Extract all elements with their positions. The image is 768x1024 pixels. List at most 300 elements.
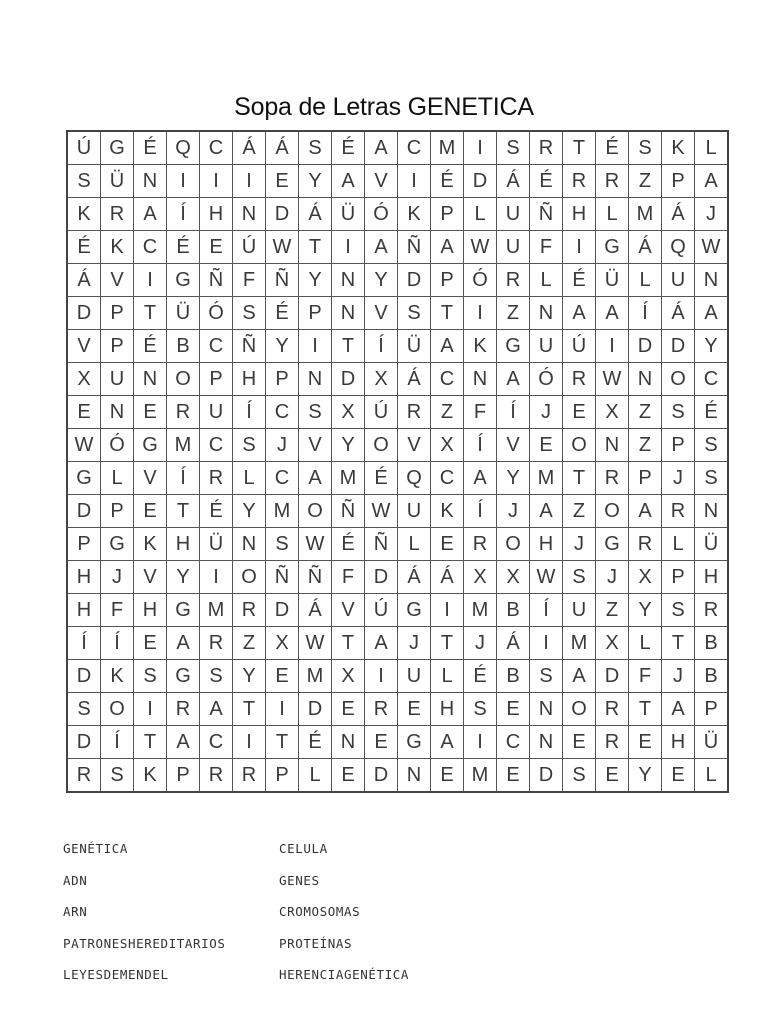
grid-cell[interactable]: E	[530, 429, 563, 462]
grid-cell[interactable]: E	[497, 693, 530, 726]
grid-cell[interactable]: É	[365, 462, 398, 495]
grid-cell[interactable]: R	[200, 627, 233, 660]
grid-cell[interactable]: E	[398, 693, 431, 726]
grid-cell[interactable]: É	[167, 231, 200, 264]
grid-cell[interactable]: N	[530, 693, 563, 726]
grid-cell[interactable]: P	[67, 528, 101, 561]
grid-cell[interactable]: H	[167, 528, 200, 561]
grid-cell[interactable]: E	[134, 396, 167, 429]
grid-cell[interactable]: M	[431, 131, 464, 165]
grid-cell[interactable]: D	[596, 660, 629, 693]
grid-cell[interactable]: A	[365, 131, 398, 165]
grid-cell[interactable]: Ñ	[398, 231, 431, 264]
grid-cell[interactable]: O	[563, 429, 596, 462]
grid-cell[interactable]: W	[365, 495, 398, 528]
grid-cell[interactable]: F	[629, 660, 662, 693]
grid-cell[interactable]: É	[332, 528, 365, 561]
grid-cell[interactable]: O	[167, 363, 200, 396]
grid-cell[interactable]: J	[596, 561, 629, 594]
grid-cell[interactable]: Í	[101, 627, 134, 660]
grid-cell[interactable]: V	[497, 429, 530, 462]
grid-cell[interactable]: D	[629, 330, 662, 363]
grid-cell[interactable]: A	[431, 726, 464, 759]
grid-cell[interactable]: Y	[365, 264, 398, 297]
grid-cell[interactable]: L	[299, 759, 332, 793]
grid-cell[interactable]: A	[299, 462, 332, 495]
grid-cell[interactable]: I	[530, 627, 563, 660]
grid-cell[interactable]: V	[398, 429, 431, 462]
grid-cell[interactable]: M	[200, 594, 233, 627]
grid-cell[interactable]: Ñ	[233, 330, 266, 363]
grid-cell[interactable]: P	[629, 462, 662, 495]
grid-cell[interactable]: E	[134, 495, 167, 528]
grid-cell[interactable]: S	[233, 297, 266, 330]
grid-cell[interactable]: A	[563, 297, 596, 330]
grid-cell[interactable]: G	[101, 528, 134, 561]
grid-cell[interactable]: N	[299, 363, 332, 396]
grid-cell[interactable]: J	[662, 660, 695, 693]
grid-cell[interactable]: R	[596, 462, 629, 495]
grid-cell[interactable]: A	[431, 231, 464, 264]
grid-cell[interactable]: Ü	[332, 198, 365, 231]
grid-cell[interactable]: D	[67, 297, 101, 330]
grid-cell[interactable]: R	[530, 131, 563, 165]
grid-cell[interactable]: R	[167, 396, 200, 429]
grid-cell[interactable]: Á	[266, 131, 299, 165]
grid-cell[interactable]: N	[134, 165, 167, 198]
grid-cell[interactable]: U	[101, 363, 134, 396]
grid-cell[interactable]: T	[299, 231, 332, 264]
grid-cell[interactable]: Ñ	[530, 198, 563, 231]
grid-cell[interactable]: U	[200, 396, 233, 429]
grid-cell[interactable]: I	[200, 165, 233, 198]
grid-cell[interactable]: T	[233, 693, 266, 726]
grid-cell[interactable]: M	[266, 495, 299, 528]
grid-cell[interactable]: H	[233, 363, 266, 396]
grid-cell[interactable]: R	[563, 165, 596, 198]
grid-cell[interactable]: E	[332, 759, 365, 793]
grid-cell[interactable]: G	[596, 528, 629, 561]
grid-cell[interactable]: B	[167, 330, 200, 363]
grid-cell[interactable]: I	[563, 231, 596, 264]
grid-cell[interactable]: T	[629, 693, 662, 726]
grid-cell[interactable]: E	[431, 528, 464, 561]
grid-cell[interactable]: Á	[662, 198, 695, 231]
grid-cell[interactable]: A	[365, 231, 398, 264]
grid-cell[interactable]: I	[233, 726, 266, 759]
grid-cell[interactable]: I	[596, 330, 629, 363]
grid-cell[interactable]: A	[464, 462, 497, 495]
grid-cell[interactable]: R	[596, 726, 629, 759]
grid-cell[interactable]: A	[332, 165, 365, 198]
grid-cell[interactable]: D	[365, 561, 398, 594]
grid-cell[interactable]: U	[563, 594, 596, 627]
grid-cell[interactable]: Í	[101, 726, 134, 759]
grid-cell[interactable]: Á	[398, 363, 431, 396]
grid-cell[interactable]: U	[398, 660, 431, 693]
grid-cell[interactable]: V	[101, 264, 134, 297]
grid-cell[interactable]: T	[332, 627, 365, 660]
grid-cell[interactable]: É	[332, 131, 365, 165]
grid-cell[interactable]: E	[200, 231, 233, 264]
grid-cell[interactable]: L	[101, 462, 134, 495]
grid-cell[interactable]: L	[662, 528, 695, 561]
grid-cell[interactable]: É	[530, 165, 563, 198]
grid-cell[interactable]: P	[299, 297, 332, 330]
grid-cell[interactable]: G	[596, 231, 629, 264]
grid-cell[interactable]: S	[398, 297, 431, 330]
grid-cell[interactable]: V	[365, 297, 398, 330]
grid-cell[interactable]: É	[464, 660, 497, 693]
grid-cell[interactable]: W	[530, 561, 563, 594]
grid-cell[interactable]: Z	[563, 495, 596, 528]
grid-cell[interactable]: P	[167, 759, 200, 793]
grid-cell[interactable]: Í	[497, 396, 530, 429]
grid-cell[interactable]: H	[530, 528, 563, 561]
grid-cell[interactable]: I	[398, 165, 431, 198]
grid-cell[interactable]: Ú	[365, 594, 398, 627]
grid-cell[interactable]: E	[365, 726, 398, 759]
grid-cell[interactable]: I	[464, 726, 497, 759]
grid-cell[interactable]: Y	[266, 330, 299, 363]
grid-cell[interactable]: D	[67, 660, 101, 693]
grid-cell[interactable]: Z	[629, 396, 662, 429]
grid-cell[interactable]: S	[497, 131, 530, 165]
grid-cell[interactable]: N	[332, 726, 365, 759]
grid-cell[interactable]: C	[134, 231, 167, 264]
grid-cell[interactable]: O	[497, 528, 530, 561]
grid-cell[interactable]: Ú	[233, 231, 266, 264]
grid-cell[interactable]: E	[332, 693, 365, 726]
grid-cell[interactable]: C	[431, 363, 464, 396]
grid-cell[interactable]: D	[464, 165, 497, 198]
grid-cell[interactable]: R	[596, 165, 629, 198]
grid-cell[interactable]: I	[299, 330, 332, 363]
grid-cell[interactable]: N	[233, 528, 266, 561]
grid-cell[interactable]: Í	[67, 627, 101, 660]
grid-cell[interactable]: Á	[67, 264, 101, 297]
grid-cell[interactable]: D	[530, 759, 563, 793]
grid-cell[interactable]: J	[695, 198, 729, 231]
grid-cell[interactable]: Í	[629, 297, 662, 330]
grid-cell[interactable]: E	[431, 759, 464, 793]
grid-cell[interactable]: T	[431, 297, 464, 330]
grid-cell[interactable]: P	[431, 264, 464, 297]
grid-cell[interactable]: O	[596, 495, 629, 528]
grid-cell[interactable]: Á	[497, 165, 530, 198]
grid-cell[interactable]: D	[266, 198, 299, 231]
grid-cell[interactable]: É	[134, 330, 167, 363]
grid-cell[interactable]: J	[563, 528, 596, 561]
grid-cell[interactable]: S	[101, 759, 134, 793]
grid-cell[interactable]: I	[167, 165, 200, 198]
grid-cell[interactable]: É	[134, 131, 167, 165]
grid-cell[interactable]: R	[464, 528, 497, 561]
grid-cell[interactable]: I	[332, 231, 365, 264]
grid-cell[interactable]: K	[67, 198, 101, 231]
grid-cell[interactable]: E	[67, 396, 101, 429]
grid-cell[interactable]: A	[200, 693, 233, 726]
grid-cell[interactable]: Y	[695, 330, 729, 363]
grid-cell[interactable]: W	[695, 231, 729, 264]
grid-cell[interactable]: X	[266, 627, 299, 660]
grid-cell[interactable]: P	[101, 495, 134, 528]
grid-cell[interactable]: P	[266, 363, 299, 396]
grid-cell[interactable]: M	[464, 594, 497, 627]
grid-cell[interactable]: Á	[629, 231, 662, 264]
grid-cell[interactable]: I	[464, 297, 497, 330]
grid-cell[interactable]: A	[563, 660, 596, 693]
grid-cell[interactable]: G	[134, 429, 167, 462]
grid-cell[interactable]: É	[200, 495, 233, 528]
grid-cell[interactable]: R	[596, 693, 629, 726]
grid-cell[interactable]: É	[266, 297, 299, 330]
grid-cell[interactable]: C	[266, 396, 299, 429]
grid-cell[interactable]: K	[464, 330, 497, 363]
grid-cell[interactable]: E	[266, 660, 299, 693]
grid-cell[interactable]: Í	[464, 495, 497, 528]
grid-cell[interactable]: P	[431, 198, 464, 231]
grid-cell[interactable]: J	[662, 462, 695, 495]
grid-cell[interactable]: U	[662, 264, 695, 297]
grid-cell[interactable]: A	[365, 627, 398, 660]
grid-cell[interactable]: X	[596, 396, 629, 429]
grid-cell[interactable]: B	[695, 627, 729, 660]
grid-cell[interactable]: R	[167, 693, 200, 726]
grid-cell[interactable]: A	[530, 495, 563, 528]
grid-cell[interactable]: R	[233, 594, 266, 627]
grid-cell[interactable]: K	[134, 528, 167, 561]
grid-cell[interactable]: I	[431, 594, 464, 627]
grid-cell[interactable]: Ü	[695, 528, 729, 561]
grid-cell[interactable]: L	[596, 198, 629, 231]
grid-cell[interactable]: É	[299, 726, 332, 759]
grid-cell[interactable]: X	[431, 429, 464, 462]
grid-cell[interactable]: E	[563, 726, 596, 759]
grid-cell[interactable]: T	[431, 627, 464, 660]
grid-cell[interactable]: R	[67, 759, 101, 793]
grid-cell[interactable]: W	[299, 528, 332, 561]
grid-cell[interactable]: C	[200, 330, 233, 363]
grid-cell[interactable]: D	[299, 693, 332, 726]
grid-cell[interactable]: E	[662, 759, 695, 793]
grid-cell[interactable]: G	[398, 594, 431, 627]
grid-cell[interactable]: Z	[629, 165, 662, 198]
grid-cell[interactable]: Z	[431, 396, 464, 429]
grid-cell[interactable]: P	[662, 429, 695, 462]
grid-cell[interactable]: Ó	[464, 264, 497, 297]
grid-cell[interactable]: P	[266, 759, 299, 793]
grid-cell[interactable]: R	[200, 759, 233, 793]
grid-cell[interactable]: X	[332, 396, 365, 429]
grid-cell[interactable]: Ü	[167, 297, 200, 330]
grid-cell[interactable]: Ñ	[299, 561, 332, 594]
grid-cell[interactable]: Ñ	[266, 561, 299, 594]
grid-cell[interactable]: C	[431, 462, 464, 495]
grid-cell[interactable]: P	[662, 561, 695, 594]
grid-cell[interactable]: Á	[662, 297, 695, 330]
grid-cell[interactable]: X	[497, 561, 530, 594]
grid-cell[interactable]: Í	[167, 198, 200, 231]
grid-cell[interactable]: T	[266, 726, 299, 759]
grid-cell[interactable]: É	[596, 131, 629, 165]
grid-cell[interactable]: K	[134, 759, 167, 793]
grid-cell[interactable]: V	[365, 165, 398, 198]
grid-cell[interactable]: L	[530, 264, 563, 297]
grid-cell[interactable]: U	[530, 330, 563, 363]
grid-cell[interactable]: V	[134, 561, 167, 594]
grid-cell[interactable]: X	[67, 363, 101, 396]
grid-cell[interactable]: L	[695, 759, 729, 793]
grid-cell[interactable]: D	[266, 594, 299, 627]
grid-cell[interactable]: A	[695, 297, 729, 330]
grid-cell[interactable]: R	[365, 693, 398, 726]
grid-cell[interactable]: V	[332, 594, 365, 627]
grid-cell[interactable]: Ó	[365, 198, 398, 231]
grid-cell[interactable]: S	[662, 396, 695, 429]
grid-cell[interactable]: J	[266, 429, 299, 462]
grid-cell[interactable]: Ó	[200, 297, 233, 330]
grid-cell[interactable]: Y	[233, 660, 266, 693]
grid-cell[interactable]: L	[695, 131, 729, 165]
grid-cell[interactable]: G	[167, 594, 200, 627]
grid-cell[interactable]: Q	[167, 131, 200, 165]
grid-cell[interactable]: R	[398, 396, 431, 429]
grid-cell[interactable]: U	[398, 495, 431, 528]
grid-cell[interactable]: F	[464, 396, 497, 429]
grid-cell[interactable]: A	[695, 165, 729, 198]
grid-cell[interactable]: K	[398, 198, 431, 231]
grid-cell[interactable]: W	[67, 429, 101, 462]
grid-cell[interactable]: I	[266, 693, 299, 726]
grid-cell[interactable]: J	[530, 396, 563, 429]
grid-cell[interactable]: G	[167, 660, 200, 693]
grid-cell[interactable]: Í	[233, 396, 266, 429]
grid-cell[interactable]: Ñ	[266, 264, 299, 297]
grid-cell[interactable]: S	[299, 396, 332, 429]
grid-cell[interactable]: É	[431, 165, 464, 198]
grid-cell[interactable]: Ñ	[332, 495, 365, 528]
grid-cell[interactable]: Z	[596, 594, 629, 627]
grid-cell[interactable]: Á	[497, 627, 530, 660]
grid-cell[interactable]: Y	[332, 429, 365, 462]
grid-cell[interactable]: N	[464, 363, 497, 396]
grid-cell[interactable]: M	[629, 198, 662, 231]
grid-cell[interactable]: N	[629, 363, 662, 396]
grid-cell[interactable]: E	[629, 726, 662, 759]
grid-cell[interactable]: Á	[299, 198, 332, 231]
grid-cell[interactable]: S	[134, 660, 167, 693]
grid-cell[interactable]: R	[101, 198, 134, 231]
grid-cell[interactable]: Z	[233, 627, 266, 660]
grid-cell[interactable]: Ñ	[200, 264, 233, 297]
grid-cell[interactable]: E	[596, 759, 629, 793]
grid-cell[interactable]: Ü	[398, 330, 431, 363]
grid-cell[interactable]: P	[200, 363, 233, 396]
grid-cell[interactable]: Ó	[101, 429, 134, 462]
grid-cell[interactable]: O	[563, 693, 596, 726]
grid-cell[interactable]: K	[101, 660, 134, 693]
grid-cell[interactable]: Á	[431, 561, 464, 594]
grid-cell[interactable]: L	[629, 264, 662, 297]
grid-cell[interactable]: A	[167, 726, 200, 759]
grid-cell[interactable]: B	[497, 660, 530, 693]
grid-cell[interactable]: H	[431, 693, 464, 726]
grid-cell[interactable]: B	[497, 594, 530, 627]
grid-cell[interactable]: M	[464, 759, 497, 793]
grid-cell[interactable]: Í	[365, 330, 398, 363]
grid-cell[interactable]: K	[662, 131, 695, 165]
grid-cell[interactable]: Ú	[563, 330, 596, 363]
grid-cell[interactable]: Í	[464, 429, 497, 462]
grid-cell[interactable]: B	[695, 660, 729, 693]
grid-cell[interactable]: S	[299, 131, 332, 165]
grid-cell[interactable]: W	[596, 363, 629, 396]
grid-cell[interactable]: T	[167, 495, 200, 528]
grid-cell[interactable]: N	[398, 759, 431, 793]
grid-cell[interactable]: D	[662, 330, 695, 363]
grid-cell[interactable]: R	[563, 363, 596, 396]
grid-cell[interactable]: Á	[299, 594, 332, 627]
grid-cell[interactable]: D	[365, 759, 398, 793]
grid-cell[interactable]: H	[67, 594, 101, 627]
grid-cell[interactable]: I	[233, 165, 266, 198]
grid-cell[interactable]: J	[464, 627, 497, 660]
grid-cell[interactable]: D	[332, 363, 365, 396]
grid-cell[interactable]: F	[233, 264, 266, 297]
grid-cell[interactable]: Ú	[67, 131, 101, 165]
grid-cell[interactable]: S	[67, 165, 101, 198]
grid-cell[interactable]: T	[332, 330, 365, 363]
grid-cell[interactable]: H	[200, 198, 233, 231]
grid-cell[interactable]: W	[464, 231, 497, 264]
grid-cell[interactable]: X	[464, 561, 497, 594]
grid-cell[interactable]: C	[695, 363, 729, 396]
grid-cell[interactable]: R	[662, 495, 695, 528]
grid-cell[interactable]: T	[134, 726, 167, 759]
grid-cell[interactable]: Í	[167, 462, 200, 495]
grid-cell[interactable]: C	[266, 462, 299, 495]
grid-cell[interactable]: P	[101, 330, 134, 363]
grid-cell[interactable]: J	[398, 627, 431, 660]
grid-cell[interactable]: T	[134, 297, 167, 330]
grid-cell[interactable]: M	[563, 627, 596, 660]
grid-cell[interactable]: W	[266, 231, 299, 264]
grid-cell[interactable]: N	[101, 396, 134, 429]
grid-cell[interactable]: C	[200, 726, 233, 759]
grid-cell[interactable]: O	[365, 429, 398, 462]
grid-cell[interactable]: O	[233, 561, 266, 594]
grid-cell[interactable]: N	[332, 264, 365, 297]
grid-cell[interactable]: Ü	[101, 165, 134, 198]
grid-cell[interactable]: É	[695, 396, 729, 429]
grid-cell[interactable]: Z	[629, 429, 662, 462]
grid-cell[interactable]: S	[563, 561, 596, 594]
grid-cell[interactable]: S	[695, 429, 729, 462]
grid-cell[interactable]: A	[662, 693, 695, 726]
grid-cell[interactable]: I	[365, 660, 398, 693]
grid-cell[interactable]: E	[497, 759, 530, 793]
grid-cell[interactable]: G	[67, 462, 101, 495]
grid-cell[interactable]: Y	[497, 462, 530, 495]
grid-cell[interactable]: K	[431, 495, 464, 528]
grid-cell[interactable]: G	[398, 726, 431, 759]
grid-cell[interactable]: R	[695, 594, 729, 627]
grid-cell[interactable]: X	[629, 561, 662, 594]
grid-cell[interactable]: N	[596, 429, 629, 462]
grid-cell[interactable]: R	[233, 759, 266, 793]
grid-cell[interactable]: R	[629, 528, 662, 561]
